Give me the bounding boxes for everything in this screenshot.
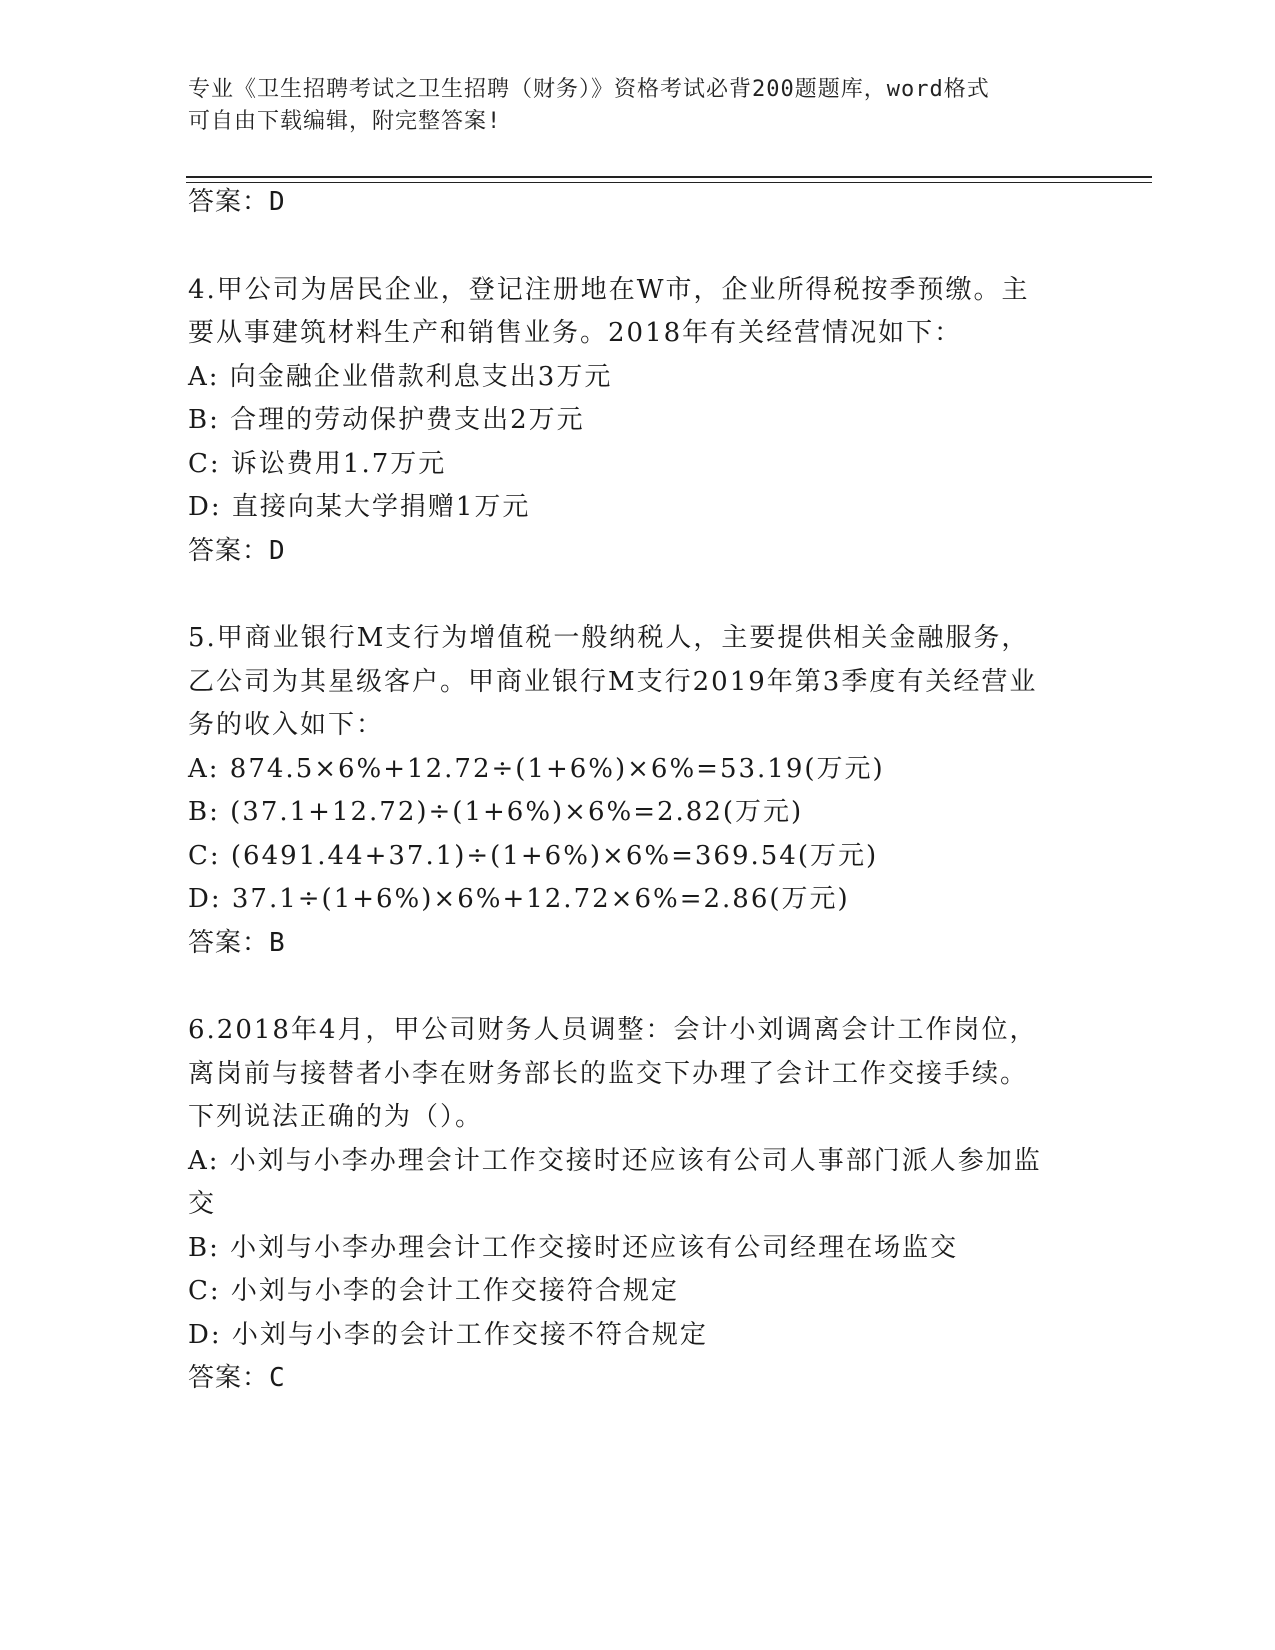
q4-option-a: A: 向金融企业借款利息支出3万元 — [188, 362, 613, 392]
header-divider-thick — [186, 176, 1152, 178]
header-title-line-2: 可自由下载编辑，附完整答案! — [188, 109, 502, 134]
q6-option-a: A: 小刘与小李办理会计工作交接时还应该有公司人事部门派人参加监 — [188, 1146, 1042, 1176]
q4-option-c: C: 诉讼费用1.7万元 — [188, 449, 447, 479]
q4-option-d: D: 直接向某大学捐赠1万元 — [188, 492, 531, 522]
header-divider-thin — [186, 182, 1152, 183]
q5-option-a: A: 874.5×6%+12.72÷(1+6%)×6%=53.19(万元) — [188, 754, 885, 784]
q5-stem-line-1: 5.甲商业银行M支行为增值税一般纳税人，主要提供相关金融服务， — [188, 623, 1030, 653]
q6-option-d: D: 小刘与小李的会计工作交接不符合规定 — [188, 1320, 708, 1350]
q6-option-c: C: 小刘与小李的会计工作交接符合规定 — [188, 1276, 679, 1306]
q6-option-a-continued: 交 — [188, 1189, 217, 1219]
q6-stem-line-3: 下列说法正确的为（）。 — [188, 1102, 484, 1132]
q5-answer: 答案：B — [188, 928, 286, 958]
q6-answer: 答案：C — [188, 1363, 286, 1393]
q5-option-c: C: (6491.44+37.1)÷(1+6%)×6%=369.54(万元) — [188, 841, 879, 871]
q6-option-b: B: 小刘与小李办理会计工作交接时还应该有公司经理在场监交 — [188, 1233, 959, 1263]
q6-stem-line-1: 6.2018年4月，甲公司财务人员调整：会计小刘调离会计工作岗位， — [188, 1015, 1038, 1045]
document-header — [188, 74, 1068, 138]
q4-stem-line-1: 4.甲公司为居民企业，登记注册地在W市，企业所得税按季预缴。主 — [188, 275, 1030, 305]
previous-answer: 答案：D — [188, 187, 286, 217]
q5-option-d: D: 37.1÷(1+6%)×6%+12.72×6%=2.86(万元) — [188, 884, 850, 914]
q5-stem-line-3: 务的收入如下： — [188, 710, 385, 740]
q4-option-b: B: 合理的劳动保护费支出2万元 — [188, 405, 585, 435]
header-title-line-1: 专业《卫生招聘考试之卫生招聘（财务）》资格考试必背200题题库，word格式 — [188, 77, 990, 102]
q5-stem-line-2: 乙公司为其星级客户。甲商业银行M支行2019年第3季度有关经营业 — [188, 667, 1038, 697]
q6-stem-line-2: 离岗前与接替者小李在财务部长的监交下办理了会计工作交接手续。 — [188, 1059, 1029, 1089]
q4-stem-line-2: 要从事建筑材料生产和销售业务。2018年有关经营情况如下： — [188, 318, 963, 348]
q4-answer: 答案：D — [188, 536, 286, 566]
q5-option-b: B: (37.1+12.72)÷(1+6%)×6%=2.82(万元) — [188, 797, 804, 827]
